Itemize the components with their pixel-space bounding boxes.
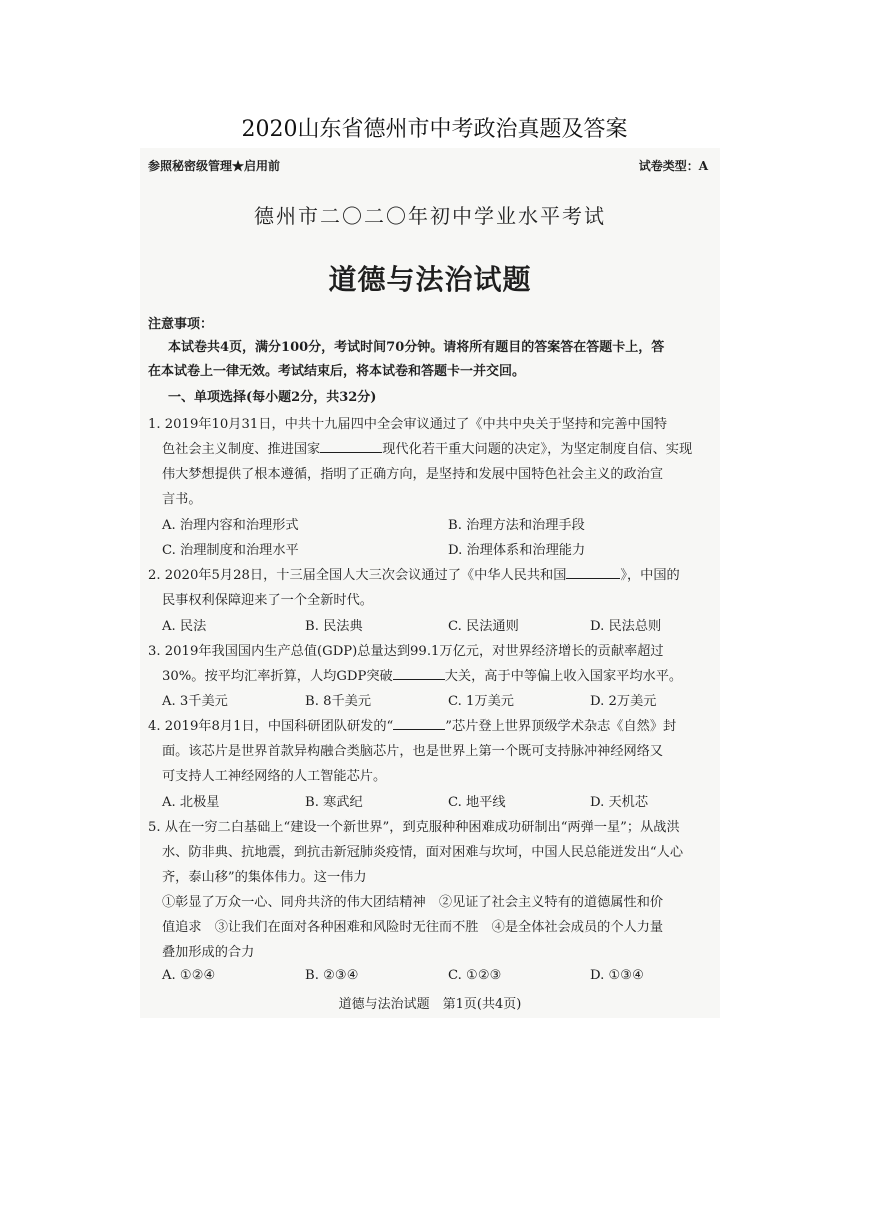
- option-b: B. 8千美元: [305, 694, 372, 709]
- answer-blank: [566, 566, 620, 579]
- question-2-text: 2. 2020年5月28日，十三届全国人大三次会议通过了《中华人民共和国: [148, 568, 567, 583]
- option-a: A. 北极星: [162, 795, 220, 810]
- option-b: B. 寒武纪: [305, 795, 363, 810]
- option-d: D. 民法总则: [590, 619, 662, 634]
- question-1-line: 1. 2019年10月31日，中共十九届四中全会审议通过了《中共中央关于坚持和完善中国特: [148, 417, 668, 432]
- option-b: B. 治理方法和治理手段: [448, 518, 585, 533]
- option-a: A. 民法: [162, 619, 207, 634]
- question-5-statements: ①彰显了万众一心、同舟共济的伟大团结精神 ②见证了社会主义特有的道德属性和价: [162, 895, 664, 910]
- question-5-statements: 值追求 ③让我们在面对各种困难和风险时无往而不胜 ④是全体社会成员的个人力量: [162, 920, 664, 935]
- notice-heading: 注意事项：: [148, 317, 214, 332]
- question-3-line: 3. 2019年我国国内生产总值(GDP)总量达到99.1万亿元，对世界经济增长的贡献率超过: [148, 644, 664, 659]
- option-c: C. 治理制度和治理水平: [162, 543, 299, 558]
- question-1-line: 言书。: [162, 492, 202, 507]
- question-1-line: 伟大梦想提供了根本遵循，指明了正确方向，是坚持和发展中国特色社会主义的政治宣: [162, 467, 664, 482]
- question-4-line: 可支持人工神经网络的人工智能芯片。: [162, 769, 387, 784]
- question-5-line: 5. 从在一穷二白基础上“建设一个新世界”，到克服种种困难成功研制出“两弹一星”；从战洪: [148, 820, 680, 835]
- option-c: C. 地平线: [448, 795, 506, 810]
- option-b: B. 民法典: [305, 619, 363, 634]
- question-2-line: 民事权利保障迎来了一个全新时代。: [162, 593, 373, 608]
- option-d: D. 天机芯: [590, 795, 649, 810]
- question-5-line: 齐，泰山移”的集体伟力。这一伟力: [162, 870, 367, 885]
- question-3-text: 大关，高于中等偏上收入国家平均水平。: [444, 669, 683, 684]
- confidentiality-label: 参照秘密级管理★启用前: [148, 159, 281, 173]
- question-5-statements: 叠加形成的合力: [162, 945, 255, 960]
- option-a: A. ①②④: [162, 968, 216, 983]
- question-4-text: 4. 2019年8月1日，中国科研团队研发的“: [148, 719, 394, 734]
- notice-line: 在本试卷上一律无效。考试结束后，将本试卷和答题卡一并交回。: [148, 364, 526, 379]
- question-3-text: 30%。按平均汇率折算，人均GDP突破: [162, 669, 393, 684]
- option-d: D. ①③④: [590, 968, 644, 983]
- document-title: 2020山东省德州市中考政治真题及答案: [241, 117, 628, 142]
- question-1-text: 现代化若干重大问题的决定》，为坚定制度自信、实现: [382, 442, 693, 457]
- question-3-line: [162, 665, 682, 684]
- subject-title: 道德与法治试题: [328, 263, 532, 296]
- paper-type-label: 试卷类型：A: [638, 159, 708, 173]
- question-5-line: 水、防非典、抗地震，到抗击新冠肺炎疫情，面对困难与坎坷，中国人民总能迸发出“人心: [162, 845, 684, 860]
- notice-line: 本试卷共4页，满分100分，考试时间70分钟。请将所有题目的答案答在答题卡上，答: [168, 340, 665, 355]
- question-4-text: ”芯片登上世界顶级学术杂志《自然》封: [445, 719, 677, 734]
- question-4-line: 面。该芯片是世界首款异构融合类脑芯片，也是世界上第一个既可支持脉冲神经网络又: [162, 744, 664, 759]
- option-a: A. 3千美元: [162, 694, 228, 709]
- option-d: D. 治理体系和治理能力: [448, 543, 586, 558]
- option-b: B. ②③④: [305, 968, 359, 983]
- question-2-line: [148, 564, 680, 583]
- option-c: C. 民法通则: [448, 619, 519, 634]
- option-c: C. 1万美元: [448, 694, 514, 709]
- question-1-line: [162, 438, 692, 457]
- question-4-line: [148, 715, 676, 734]
- page-footer: 道德与法治试题 第1页(共4页): [338, 997, 522, 1012]
- option-d: D. 2万美元: [590, 694, 657, 709]
- question-2-text: 》，中国的: [620, 568, 680, 583]
- answer-blank: [393, 717, 445, 730]
- option-a: A. 治理内容和治理形式: [162, 518, 299, 533]
- answer-blank: [320, 440, 382, 453]
- question-1-text: 色社会主义制度、推进国家: [162, 442, 321, 457]
- section-heading: 一、单项选择(每小题2分，共32分): [168, 390, 377, 405]
- scanned-exam-page: [140, 148, 720, 1018]
- exam-name: 德州市二〇二〇年初中学业水平考试: [254, 204, 606, 228]
- option-c: C. ①②③: [448, 968, 502, 983]
- answer-blank: [393, 667, 445, 680]
